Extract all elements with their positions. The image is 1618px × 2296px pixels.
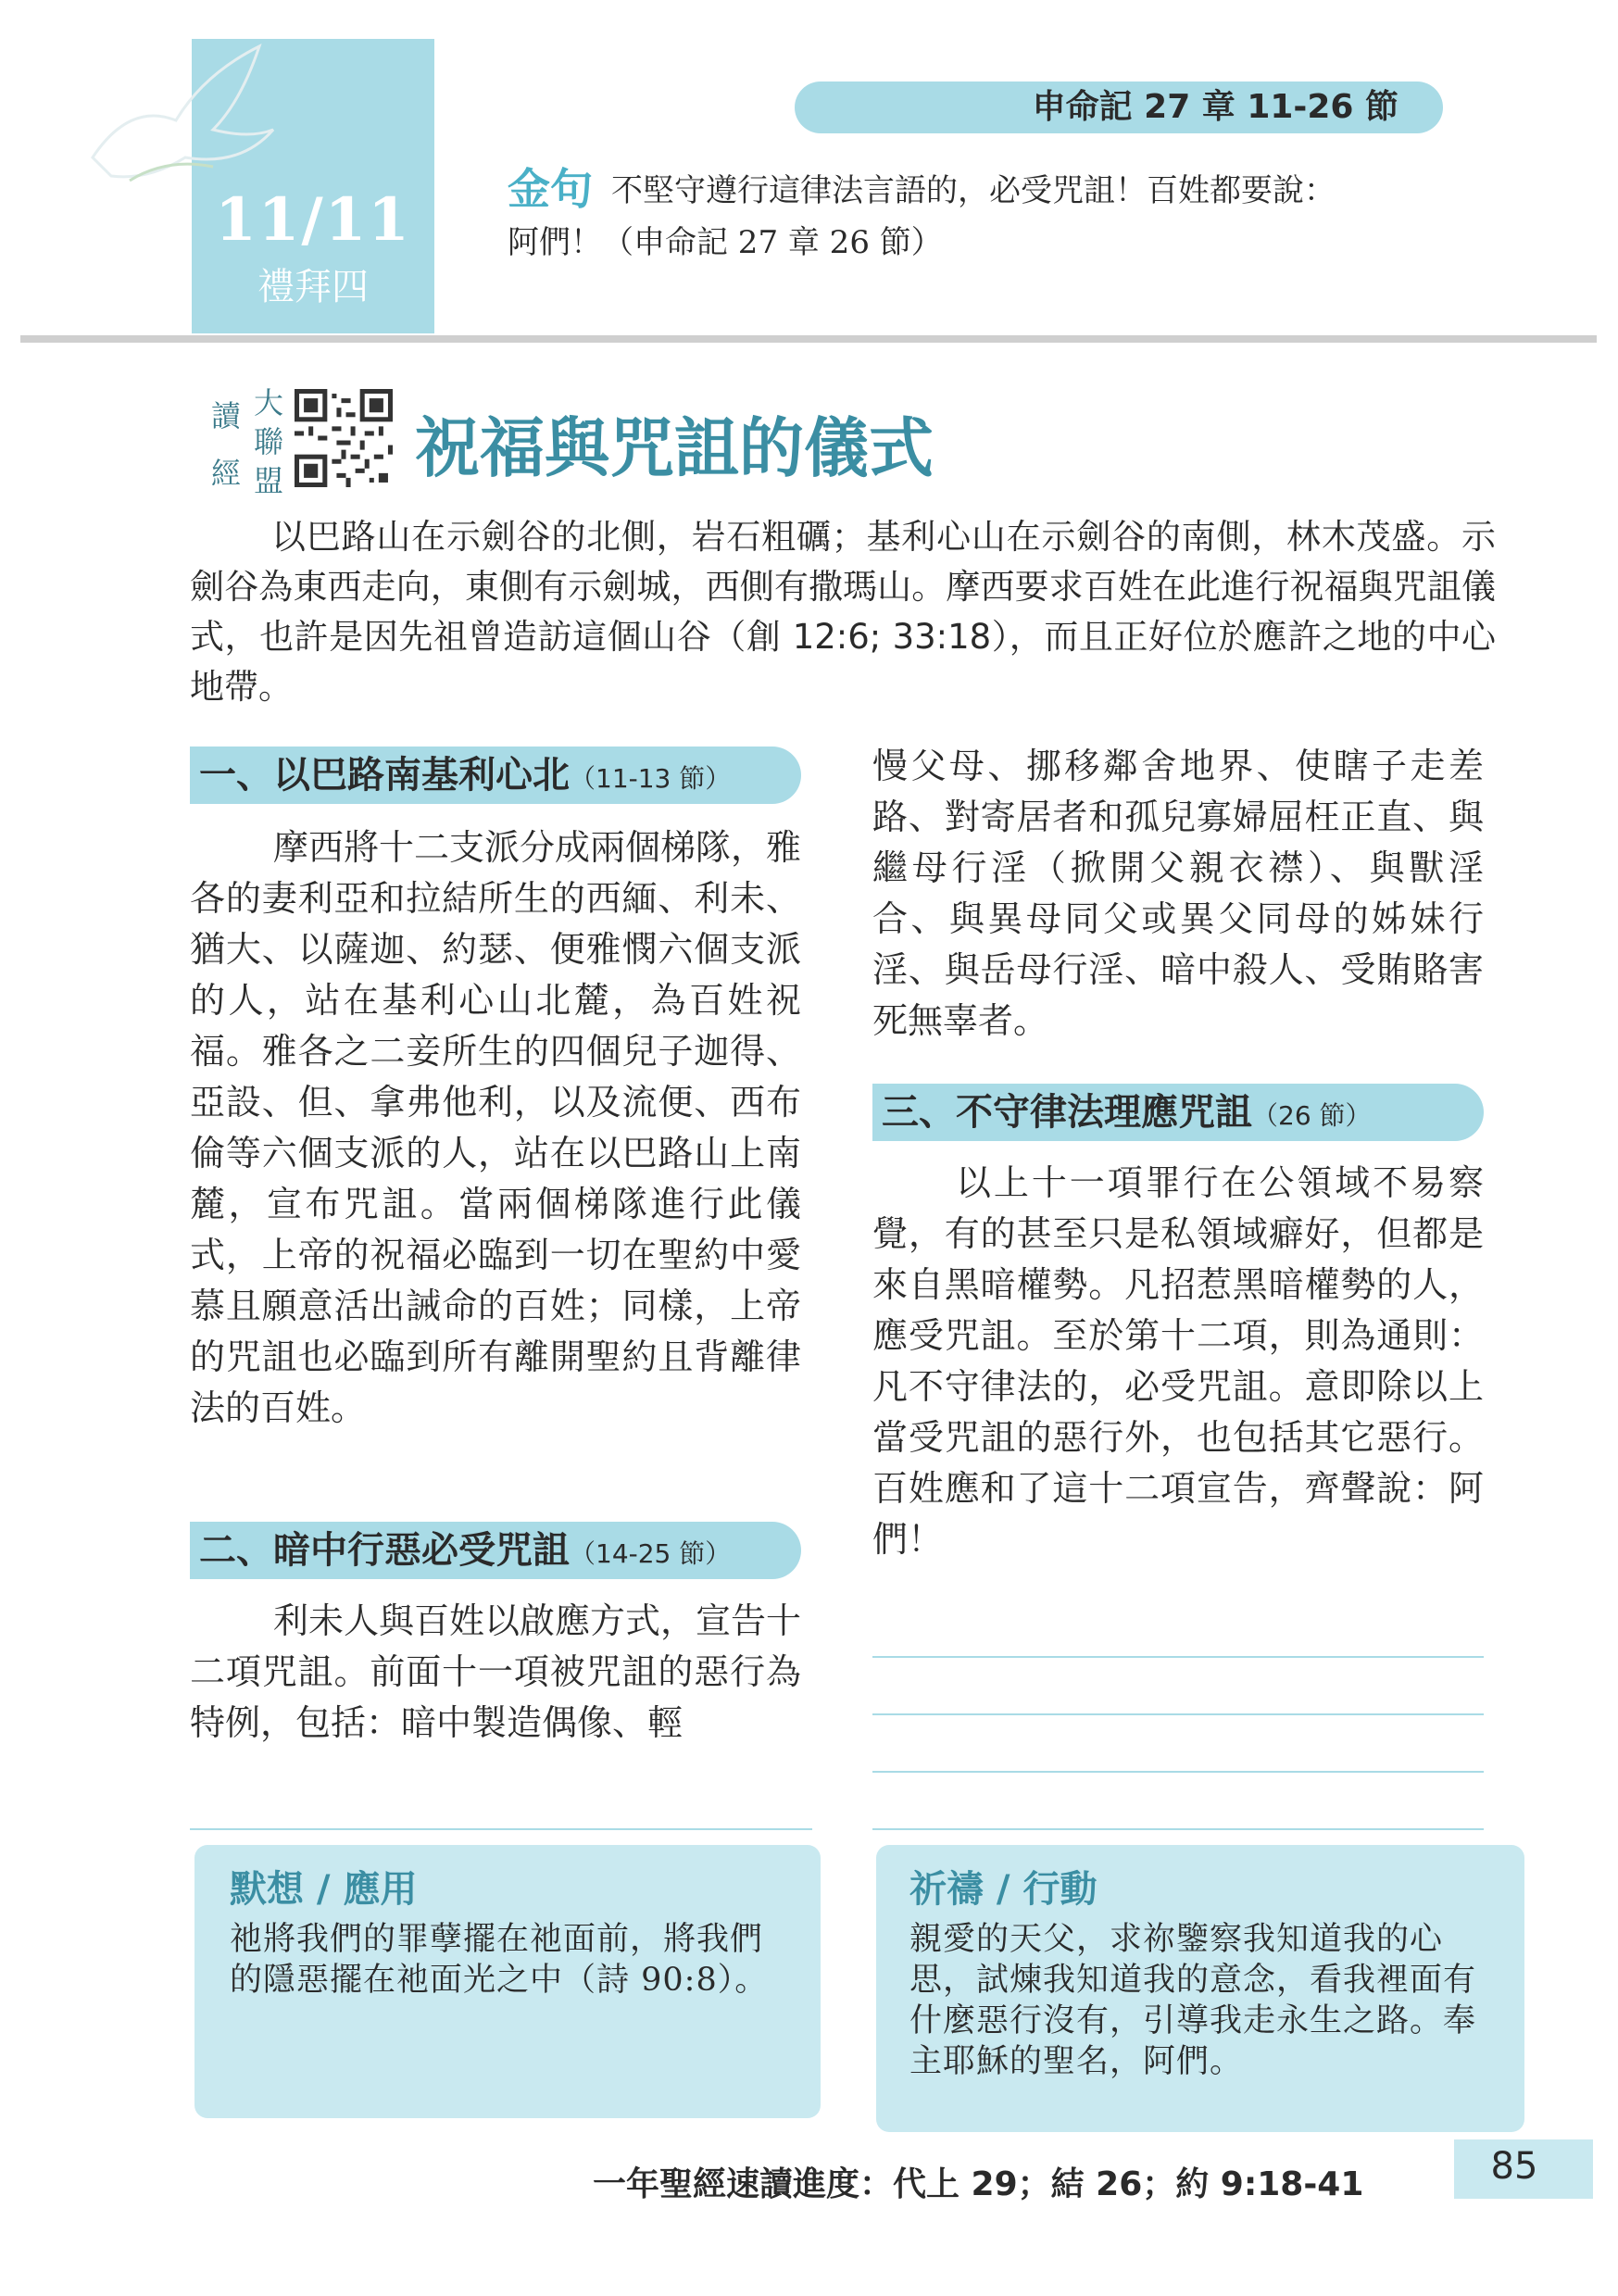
- date: 11/11: [215, 185, 411, 255]
- note-line: [872, 1713, 1484, 1715]
- section-title: 三、不守律法理應咒詛: [882, 1091, 1252, 1134]
- section-title: 一、以巴路南基利心北: [199, 754, 570, 797]
- section-heading-1: [190, 747, 801, 804]
- qr-label-char: 聯: [254, 424, 284, 459]
- note-line: [190, 1828, 812, 1830]
- dove-icon: [74, 19, 287, 204]
- golden-verse-label: 金句: [508, 164, 593, 214]
- section-body-1: 摩西將十二支派分成兩個梯隊，雅各的妻利亞和拉結所生的西緬、利未、猶大、以薩迦、約瑟、便雅憫六個支派的人，站在基利心山北麓，為百姓祝福。雅各之二妾所生的四個兒子迦得、亞設、但、拿弗他利，以及流便、西布倫等六個支派的人，站在以巴路山上南麓，宣布咒詛。當兩個梯隊進行此儀式，上帝的祝福必臨到一切在聖約中愛慕且願意活出誡命的百姓；同樣，上帝的咒詛也必臨到所有離開聖約且背離律法的百姓。: [190, 827, 802, 1428]
- header-divider: [20, 335, 1597, 343]
- scripture-reference: 申命記 27 章 11-26 節: [795, 82, 1443, 133]
- golden-verse-line1: 不堅守遵行這律法言語的，必受咒詛！百姓都要說：: [611, 172, 1336, 209]
- section-verse: （14-25 節）: [570, 1538, 732, 1569]
- intro-paragraph: 以巴路山在示劍谷的北側，岩石粗礪；基利心山在示劍谷的南側，林木茂盛。示劍谷為東西走向，東側有示劍城，西側有撒瑪山。摩西要求百姓在此進行祝福與咒詛儀式，也許是因先祖曾造訪這個山谷（創 12:6; 33:18），而且正好位於應許之地的中心地帶。: [190, 517, 1496, 707]
- note-line: [872, 1771, 1484, 1773]
- qr-label-char: 大: [254, 385, 284, 420]
- golden-verse-line2: 阿們！（申命記 27 章 26 節）: [508, 224, 943, 261]
- section-body-3: 以上十一項罪行在公領域不易察覺，有的甚至只是私領域癖好，但都是來自黑暗權勢。凡招惹黑暗權勢的人，應受咒詛。至於第十二項，則為通則：凡不守律法的，必受咒詛。意即除以上當受咒詛的惡行外，也包括其它惡行。百姓應和了這十二項宣告，齊聲說：阿們！: [872, 1162, 1484, 1560]
- section-heading-3: [872, 1084, 1484, 1141]
- qr-code-icon[interactable]: [295, 389, 393, 487]
- section-heading-2: [190, 1522, 801, 1579]
- weekday: 禮拜四: [257, 266, 369, 308]
- section-verse: （11-13 節）: [570, 763, 732, 794]
- page-number: 85: [1490, 2145, 1538, 2188]
- section-body-2-continued: 慢父母、挪移鄰舍地界、使瞎子走差路、對寄居者和孤兒寡婦屈枉正直、與繼母行淫（掀開父親衣襟）、與獸淫合、與異母同父或異父同母的姊妹行淫、與岳母行淫、暗中殺人、受賄賂害死無辜者。: [872, 746, 1484, 1041]
- reading-progress: 一年聖經速讀進度：代上 29；結 26；約 9:18-41: [593, 2165, 1364, 2203]
- note-line: [872, 1828, 1484, 1830]
- qr-label-char: 經: [211, 456, 242, 491]
- prayer-text: 親愛的天父，求祢鑒察我知道我的心思，試煉我知道我的意念，看我裡面有什麼惡行沒有，引導我走永生之路。奉主耶穌的聖名，阿們。: [909, 1921, 1477, 2080]
- reflection-title: 默想 / 應用: [230, 1868, 418, 1911]
- note-line: [872, 1656, 1484, 1658]
- page-title: 祝福與咒詛的儀式: [415, 409, 934, 486]
- section-body-2: 利未人與百姓以啟應方式，宣告十二項咒詛。前面十一項被咒詛的惡行為特例，包括：暗中製造偶像、輕: [190, 1600, 802, 1743]
- reflection-text: 祂將我們的罪孽擺在祂面前，將我們的隱惡擺在祂面光之中（詩 90:8）。: [230, 1921, 769, 1999]
- section-verse: （26 節）: [1252, 1100, 1372, 1131]
- section-title: 二、暗中行惡必受咒詛: [199, 1529, 570, 1572]
- prayer-title: 祈禱 / 行動: [909, 1868, 1097, 1911]
- qr-label-char: 盟: [254, 463, 284, 498]
- qr-label-char: 讀: [211, 398, 242, 433]
